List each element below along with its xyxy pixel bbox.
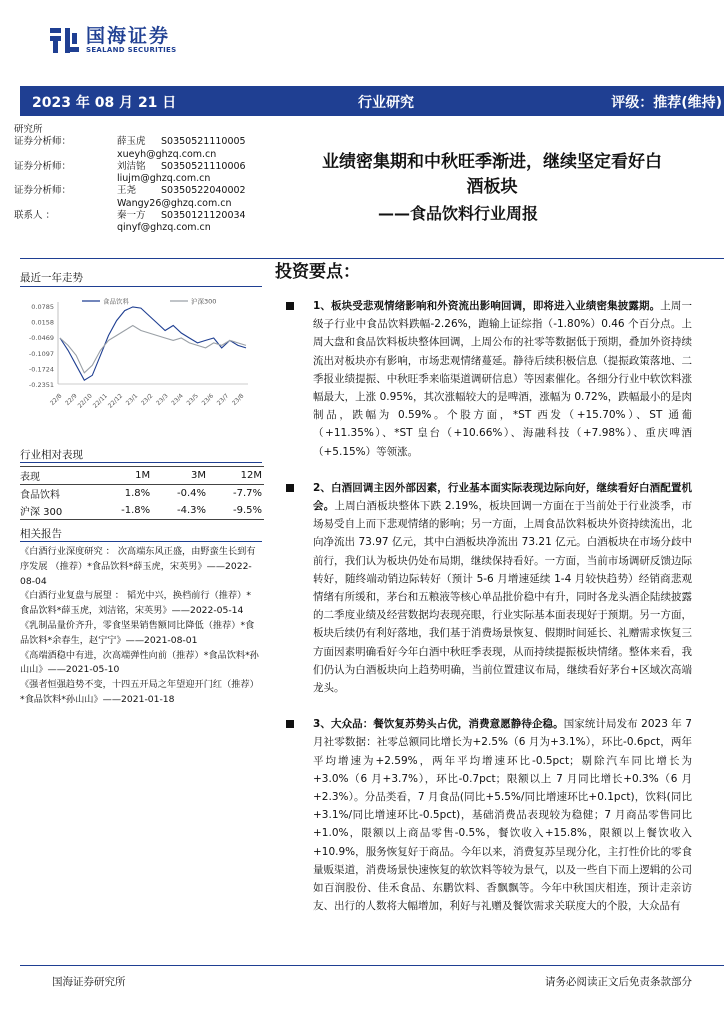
table-cell: 1.8% <box>124 488 151 499</box>
y-tick-label: -0.0469 <box>28 334 54 343</box>
related-report-item[interactable]: 《高端酒稳中有进，次高端弹性向前（推荐）*食品饮料*孙山山》——2021-05-10 <box>20 649 259 676</box>
investment-points <box>286 297 692 916</box>
analyst-cert: S0350121120034 <box>161 210 246 222</box>
logo-en-text: SEALAND SECURITIES <box>86 45 177 54</box>
analyst-heading: 研究所 <box>14 124 43 135</box>
report-rating: 评级：推荐(维持) <box>611 95 722 111</box>
report-title <box>272 150 712 200</box>
analyst-name: 刘洁铭 <box>117 160 146 172</box>
table-header-cell: 表现 <box>20 467 96 485</box>
analyst-role: 证券分析师： <box>14 185 72 197</box>
analyst-role: 证券分析师： <box>14 136 72 148</box>
investment-point <box>286 479 692 697</box>
analyst-email[interactable]: xueyh@ghzq.com.cn <box>117 148 217 160</box>
logo-cn-text: 国海证券 <box>86 24 171 47</box>
header-banner <box>20 86 724 116</box>
report-subtitle: ——食品饮料行业周报 <box>378 204 539 223</box>
analyst-name: 秦一方 <box>117 210 146 222</box>
x-tick-label: 23/1 <box>124 392 140 407</box>
analyst-name: 薛玉虎 <box>117 136 146 148</box>
table-cell: -0.4% <box>177 488 207 499</box>
x-tick-label: 23/2 <box>139 392 155 407</box>
table-row <box>20 485 264 503</box>
legend-label: 食品饮料 <box>103 297 129 306</box>
analyst-cert: S0350521110005 <box>161 136 246 148</box>
x-tick-label: 23/7 <box>215 392 231 407</box>
report-type: 行业研究 <box>358 95 414 111</box>
related-divider <box>20 541 262 542</box>
related-report-item[interactable]: 《强者恒强趋势不变，十四五开局之年望迎开门红（推荐）*食品饮料*孙山山》——2021-01-18 <box>20 679 259 705</box>
trend-divider <box>20 286 262 287</box>
table-header-cell: 1M <box>96 467 152 485</box>
report-title-line1: 业绩密集期和中秋旺季渐进，继续坚定看好白 <box>322 152 662 172</box>
x-tick-label: 23/3 <box>155 392 170 407</box>
y-tick-label: 0.0158 <box>31 318 54 327</box>
table-cell: 食品饮料 <box>20 490 60 501</box>
table-cell: 沪深 300 <box>20 502 96 520</box>
performance-table <box>20 466 264 520</box>
table-cell: -9.5% <box>208 502 264 520</box>
y-tick-label: -0.1097 <box>28 349 54 358</box>
series-line-csi300 <box>60 326 246 373</box>
point-lead: 3、大众品：餐饮复苏势头占优，消费意愿静待企稳。 <box>313 718 564 731</box>
x-tick-label: 23/8 <box>230 392 246 407</box>
analyst-cert: S0350521110006 <box>161 160 246 172</box>
analyst-block <box>14 124 254 235</box>
perf-divider <box>20 462 262 463</box>
table-header-row <box>20 467 264 485</box>
legend-label: 沪深300 <box>191 297 217 306</box>
table-header-cell: 12M <box>208 467 264 485</box>
x-tick-label: 22/8 <box>48 392 64 407</box>
square-bullet-icon <box>286 484 294 492</box>
y-tick-label: -0.2351 <box>28 381 54 389</box>
trend-label: 最近一年走势 <box>20 272 83 284</box>
related-reports-list <box>20 545 260 708</box>
company-logo <box>48 25 176 55</box>
point-body: 上周一级子行业中食品饮料跌幅-2.26%，跑输上证综指（-1.80%）0.46 个百分点。上周大盘和食品饮料板块整体回调，上周公布的社零等数据低于预期，叠加外资持续流出对板块亦有影响，市场悲观情绪蔓延。静待后续积极信息（提振政策落地、二季报业绩提振、中秋旺季来临渠道调研信息）等因素催化。各细分行业中软饮料涨幅最大，上涨 0.95%，其次涨幅较大的是啤酒，涨幅为 0.72%，跌幅最小的是肉制品，跌幅为 0.59%。个股方面，*ST 西发（+15.70%）、ST 通葡（+11.35%）、*ST 皇台（+10.66%）、海融科技（+7.98%）、重庆啤酒（+5.15%）等领涨。 <box>313 300 693 458</box>
related-report-item[interactable]: 《白酒行业复盘与展望 ： 韬光中兴，换档前行（推荐）*食品饮料*薛玉虎，刘洁铭，宋英男》——2022-05-14 <box>20 590 251 617</box>
report-title-line2: 酒板块 <box>466 177 518 197</box>
investment-point <box>286 297 692 461</box>
square-bullet-icon <box>286 302 294 310</box>
investment-point <box>286 715 692 915</box>
table-row <box>20 502 264 520</box>
point-lead: 2、白酒回调主因外部因素，行业基本面实际表现边际向好，继续看好白酒配置机会。 <box>313 481 692 513</box>
analyst-role: 证券分析师： <box>14 160 72 172</box>
point-body: 上周白酒板块整体下跌 2.19%，板块回调一方面在于当前处于行业淡季，市场易受自上而下悲观情绪的影响；另一方面，上周食品饮料板块外资持续流出，北向净流出 73.97 亿元，其中白酒板块净流出 73.21 亿元。白酒板块在市场分歧中前行，我们认为板块仍处布局期，继续保持看好。一方面，当前市场调研反馈边际转好，随终端动销边际转好（预计 5-6 月增速延续 1-4 月较快趋势）经销商悲观情绪有所缓和，茅台和五粮液等核心单品批价稳中有升，同时各龙头酒企陆续披露的二季度业绩及经营数据均表现亮眼，行业实际基本面表现好于预期。另一方面，板块后续仍有利好落地，我们基于消费场景恢复、假期时间延长、礼赠需求恢复三方面因素明确看好今年白酒中秋旺季表现，从而持续提振板块情绪。整体来看，我们仍认为白酒板块向上趋势明确，当前位置建议布局，继续看好茅台+区域次高端龙头。 <box>313 500 692 695</box>
analyst-cert: S0350522040002 <box>161 185 246 197</box>
point-lead: 1、板块受悲观情绪影响和外资流出影响回调，即将进入业绩密集披露期。 <box>313 300 661 312</box>
x-tick-label: 23/4 <box>170 392 185 407</box>
footer-institute: 国海证券研究所 <box>52 976 126 988</box>
analyst-email[interactable]: liujm@ghzq.com.cn <box>117 173 211 185</box>
related-report-item[interactable]: 《白酒行业深度研究 ： 次高端东风正盛，由野蛮生长到有序发展 （推荐）*食品饮料*薛玉虎，宋英男》——2022-08-04 <box>20 546 256 587</box>
footer-disclaimer: 请务必阅读正文后免责条款部分 <box>545 976 692 988</box>
square-bullet-icon <box>286 720 294 728</box>
header-divider <box>20 258 724 259</box>
logo-icon <box>48 25 80 55</box>
x-tick-label: 23/5 <box>185 392 200 407</box>
point-body: 国家统计局发布 2023 年 7 月社零数据：社零总额同比增长为+2.5%（6 月为+3.1%），环比-0.6pct，两年平均增速为+2.59%，两年平均增速环比-0.5pct；剔除汽车同比增长为+3.0%（6 月+3.7%），环比-0.7pct；限额以上 7 月同比增长+0.3%（6 月+2.3%）。分品类看，7 月食品(同比+5.5%/同比增速环比+0.1pct)，饮料(同比+3.1%/同比增速环比-0.5pct)，基础消费品表现较为稳健；7 月商品零售同比+1.0%，限额以上商品零售-0.5%，餐饮收入+15.8%，限额以上餐饮收入+10.9%，服务恢复好于商品。今年以来，消费复苏呈现分化，主打性价比的零食量贩渠道，消费场景快速恢复的软饮料等较为景气，以及一些自下而上逻辑的公司如百润股份、佳禾食品、东鹏饮料、香飘飘等。今年中秋国庆相连，预计走亲访友、出行的人数将大幅增加，利好与礼赠及餐饮需求关联度大的个股，大众品有 <box>313 718 692 913</box>
table-header-cell: 3M <box>152 467 208 485</box>
y-tick-label: 0.0785 <box>31 303 54 311</box>
x-tick-label: 22/12 <box>106 392 125 410</box>
related-report-item[interactable]: 《乳制品量价齐升，零食坚果销售额同比降低（推荐）*食品饮料*余春生，赵宁宁》——2021-08-01 <box>20 619 255 646</box>
y-tick-label: -0.1724 <box>28 365 54 374</box>
analyst-email[interactable]: qinyf@ghzq.com.cn <box>117 222 211 234</box>
analyst-role: 联系人 ： <box>14 210 56 222</box>
report-date: 2023 年 08 月 21 日 <box>32 95 177 111</box>
table-cell: -1.8% <box>96 502 152 520</box>
related-label: 相关报告 <box>20 528 62 540</box>
investment-heading: 投资要点： <box>275 262 360 282</box>
analyst-name: 王尧 <box>117 185 137 197</box>
trend-chart <box>20 292 256 412</box>
perf-label: 行业相对表现 <box>20 449 83 461</box>
trend-chart-svg <box>20 292 256 412</box>
x-tick-label: 22/11 <box>91 392 109 410</box>
x-tick-label: 22/9 <box>64 392 79 407</box>
x-tick-label: 23/6 <box>200 392 216 407</box>
table-cell: -7.7% <box>232 488 262 499</box>
table-cell: -4.3% <box>152 502 208 520</box>
footer-divider <box>20 965 724 966</box>
analyst-email[interactable]: Wangy26@ghzq.com.cn <box>117 197 232 209</box>
x-tick-label: 22/10 <box>76 392 94 410</box>
